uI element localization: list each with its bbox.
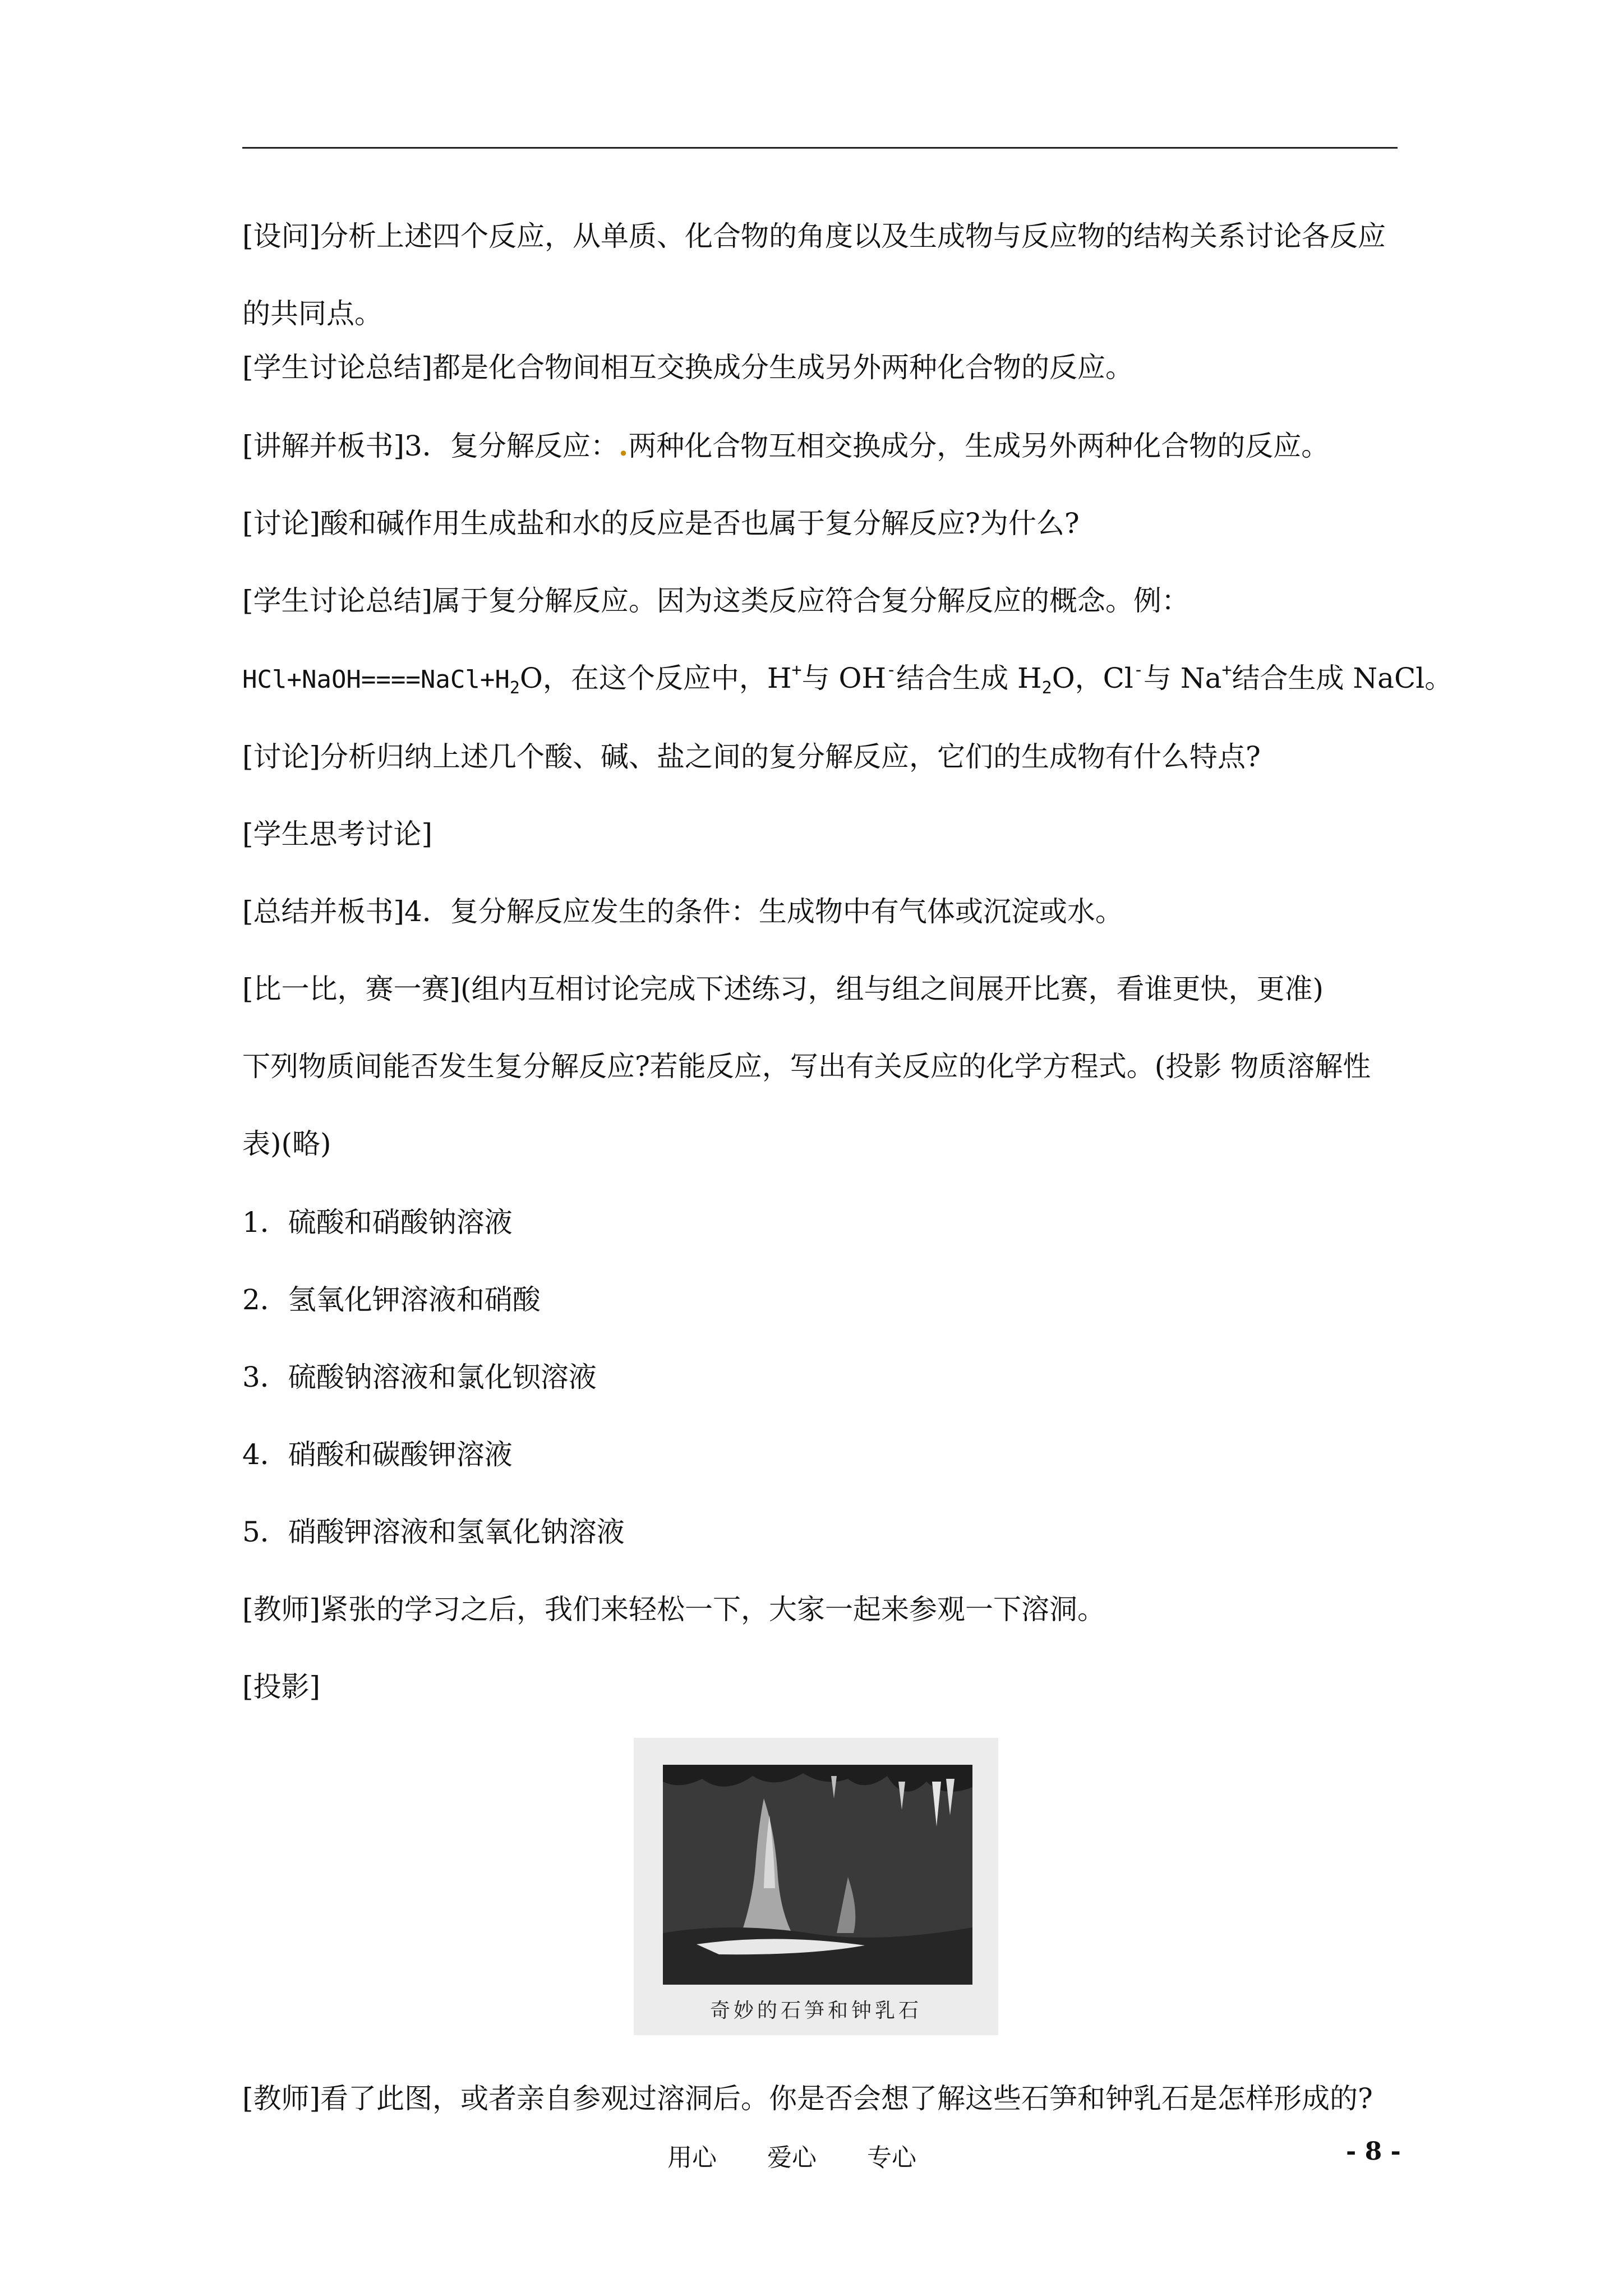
eq-mid2: 与 OH bbox=[801, 662, 887, 694]
paragraph-explain-lead: [讲解并板书]3．复分解反应： bbox=[242, 430, 619, 462]
exercise-item: 1．硫酸和硝酸钠溶液 bbox=[242, 1206, 513, 1239]
paragraph-teacher-1: [教师]紧张的学习之后，我们来轻松一下，大家一起来参观一下溶洞。 bbox=[242, 1593, 1106, 1626]
paragraph-teacher-2: [教师]看了此图，或者亲自参观过溶洞后。你是否会想了解这些石笋和钟乳石是怎样形成的? bbox=[242, 2082, 1373, 2115]
header-rule bbox=[242, 147, 1398, 149]
eq-sup3: - bbox=[1133, 660, 1144, 680]
page-number: - 8 - bbox=[1346, 2137, 1401, 2166]
paragraph-exercise-intro: 下列物质间能否发生复分解反应?若能反应，写出有关反应的化学方程式。(投影 物质溶解性表)(略) bbox=[242, 1050, 1371, 1160]
eq-sup4: + bbox=[1221, 660, 1232, 680]
eq-mid1: O，在这个反应中，H bbox=[519, 662, 792, 694]
eq-sup: + bbox=[791, 660, 802, 680]
paragraph-explain-board bbox=[242, 426, 1399, 466]
paragraph-discussion-1: [讨论]酸和碱作用生成盐和水的反应是否也属于复分解反应?为什么? bbox=[242, 507, 1080, 540]
paragraph-student-summary-2: [学生讨论总结]属于复分解反应。因为这类反应符合复分解反应的概念。例： bbox=[242, 585, 1190, 617]
exercise-item: 5．硝酸钾溶液和氢氧化钠溶液 bbox=[242, 1516, 625, 1548]
figure-caption: 奇妙的石笋和钟乳石 bbox=[709, 1999, 922, 2022]
eq-tail: 结合生成 NaCl。 bbox=[1232, 662, 1453, 694]
exercise-item: 2．氢氧化钾溶液和硝酸 bbox=[242, 1283, 541, 1316]
exercise-item: 4．硝酸和碳酸钾溶液 bbox=[242, 1438, 513, 1471]
equation-line bbox=[242, 659, 1453, 700]
paragraph-projection: [投影] bbox=[242, 1671, 321, 1703]
paragraph-student-thinking: [学生思考讨论] bbox=[242, 818, 433, 850]
eq-sub: 2 bbox=[509, 678, 520, 698]
footer-motto bbox=[667, 2137, 916, 2173]
eq-mid3: 结合生成 H bbox=[896, 662, 1042, 694]
marker-dot: . bbox=[618, 429, 629, 462]
eq-mid5: 与 Na bbox=[1144, 662, 1222, 694]
eq-sub2: 2 bbox=[1041, 678, 1052, 698]
paragraph-summary-board: [总结并板书]4．复分解反应发生的条件：生成物中有气体或沉淀或水。 bbox=[242, 895, 1123, 928]
paragraph-explain-body: 两种化合物互相交换成分，生成另外两种化合物的反应。 bbox=[628, 430, 1330, 462]
cave-figure bbox=[634, 1738, 998, 2035]
paragraph-student-summary-1: [学生讨论总结]都是化合物间相互交换成分生成另外两种化合物的反应。 bbox=[242, 351, 1134, 384]
footer-word: 爱心 bbox=[767, 2143, 817, 2172]
footer-word: 用心 bbox=[667, 2143, 717, 2172]
eq-sup2: - bbox=[886, 660, 897, 680]
paragraph-question: [设问]分析上述四个反应，从单质、化合物的角度以及生成物与反应物的结构关系讨论各反应的共同点。 bbox=[242, 220, 1386, 330]
eq-mid4: O，Cl bbox=[1052, 662, 1133, 694]
exercise-item: 3．硫酸钠溶液和氯化钡溶液 bbox=[242, 1361, 597, 1393]
paragraph-competition: [比一比，赛一赛](组内互相讨论完成下述练习，组与组之间展开比赛，看谁更快，更准) bbox=[242, 973, 1324, 1005]
eq-lhs: HCl+NaOH====NaCl+H bbox=[242, 665, 510, 694]
stalactite-cave-image bbox=[663, 1765, 972, 1985]
footer-word: 专心 bbox=[867, 2143, 916, 2172]
paragraph-discussion-2: [讨论]分析归纳上述几个酸、碱、盐之间的复分解反应，它们的生成物有什么特点? bbox=[242, 740, 1261, 773]
